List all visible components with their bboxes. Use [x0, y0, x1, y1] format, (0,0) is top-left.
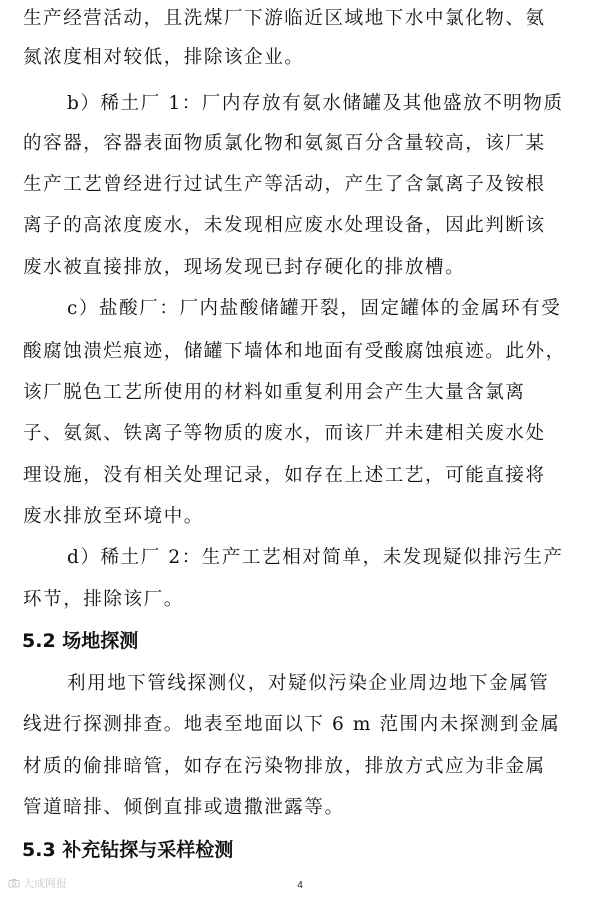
paragraph-line: 线进行探测排查。地表至地面以下 6 m 范围内未探测到金属 — [23, 714, 561, 735]
paragraph-line: 生产经营活动，且洗煤厂下游临近区域地下水中氯化物、氨 — [23, 8, 546, 29]
paragraph-line: c）盐酸厂：厂内盐酸储罐开裂，固定罐体的金属环有受 — [67, 298, 562, 319]
paragraph-line: d）稀土厂 2：生产工艺相对简单，未发现疑似排污生产 — [67, 547, 564, 568]
page-number: 4 — [297, 880, 303, 891]
section-heading: 5.2 场地探测 — [22, 630, 139, 652]
section-heading: 5.3 补充钻探与采样检测 — [22, 839, 234, 861]
paragraph-line: 离子的高浓度废水，未发现相应废水处理设备，因此判断该 — [23, 215, 546, 236]
paragraph-line: 利用地下管线探测仪，对疑似污染企业周边地下金属管 — [67, 673, 550, 694]
paragraph-line: 环节，排除该厂。 — [23, 589, 184, 610]
paragraph-line: 酸腐蚀溃烂痕迹，储罐下墙体和地面有受酸腐蚀痕迹。此外， — [23, 341, 566, 362]
paragraph-line: 管道暗排、倾倒直排或遗撒泄露等。 — [23, 797, 345, 818]
paragraph-line: 子、氨氮、铁离子等物质的废水，而该厂并未建相关废水处 — [23, 423, 546, 444]
paragraph-line: 材质的偷排暗管，如存在污染物排放，排放方式应为非金属 — [23, 756, 546, 777]
watermark-text: 大成网报 — [23, 877, 67, 890]
paragraph-line: 的容器，容器表面物质氯化物和氨氮百分含量较高，该厂某 — [23, 133, 546, 154]
paragraph-line: 生产工艺曾经进行过试生产等活动，产生了含氯离子及铵根 — [23, 174, 546, 195]
paragraph-line: 理设施，没有相关处理记录，如存在上述工艺，可能直接将 — [23, 465, 546, 486]
paragraph-line: 废水排放至环境中。 — [23, 506, 204, 527]
paragraph-line: 废水被直接排放，现场发现已封存硬化的排放槽。 — [23, 257, 466, 278]
paragraph-line: b）稀土厂 1：厂内存放有氨水储罐及其他盛放不明物质 — [67, 93, 564, 114]
paragraph-line: 该厂脱色工艺所使用的材料如重复利用会产生大量含氯离 — [23, 382, 526, 403]
paragraph-line: 氮浓度相对较低，排除该企业。 — [23, 47, 305, 68]
